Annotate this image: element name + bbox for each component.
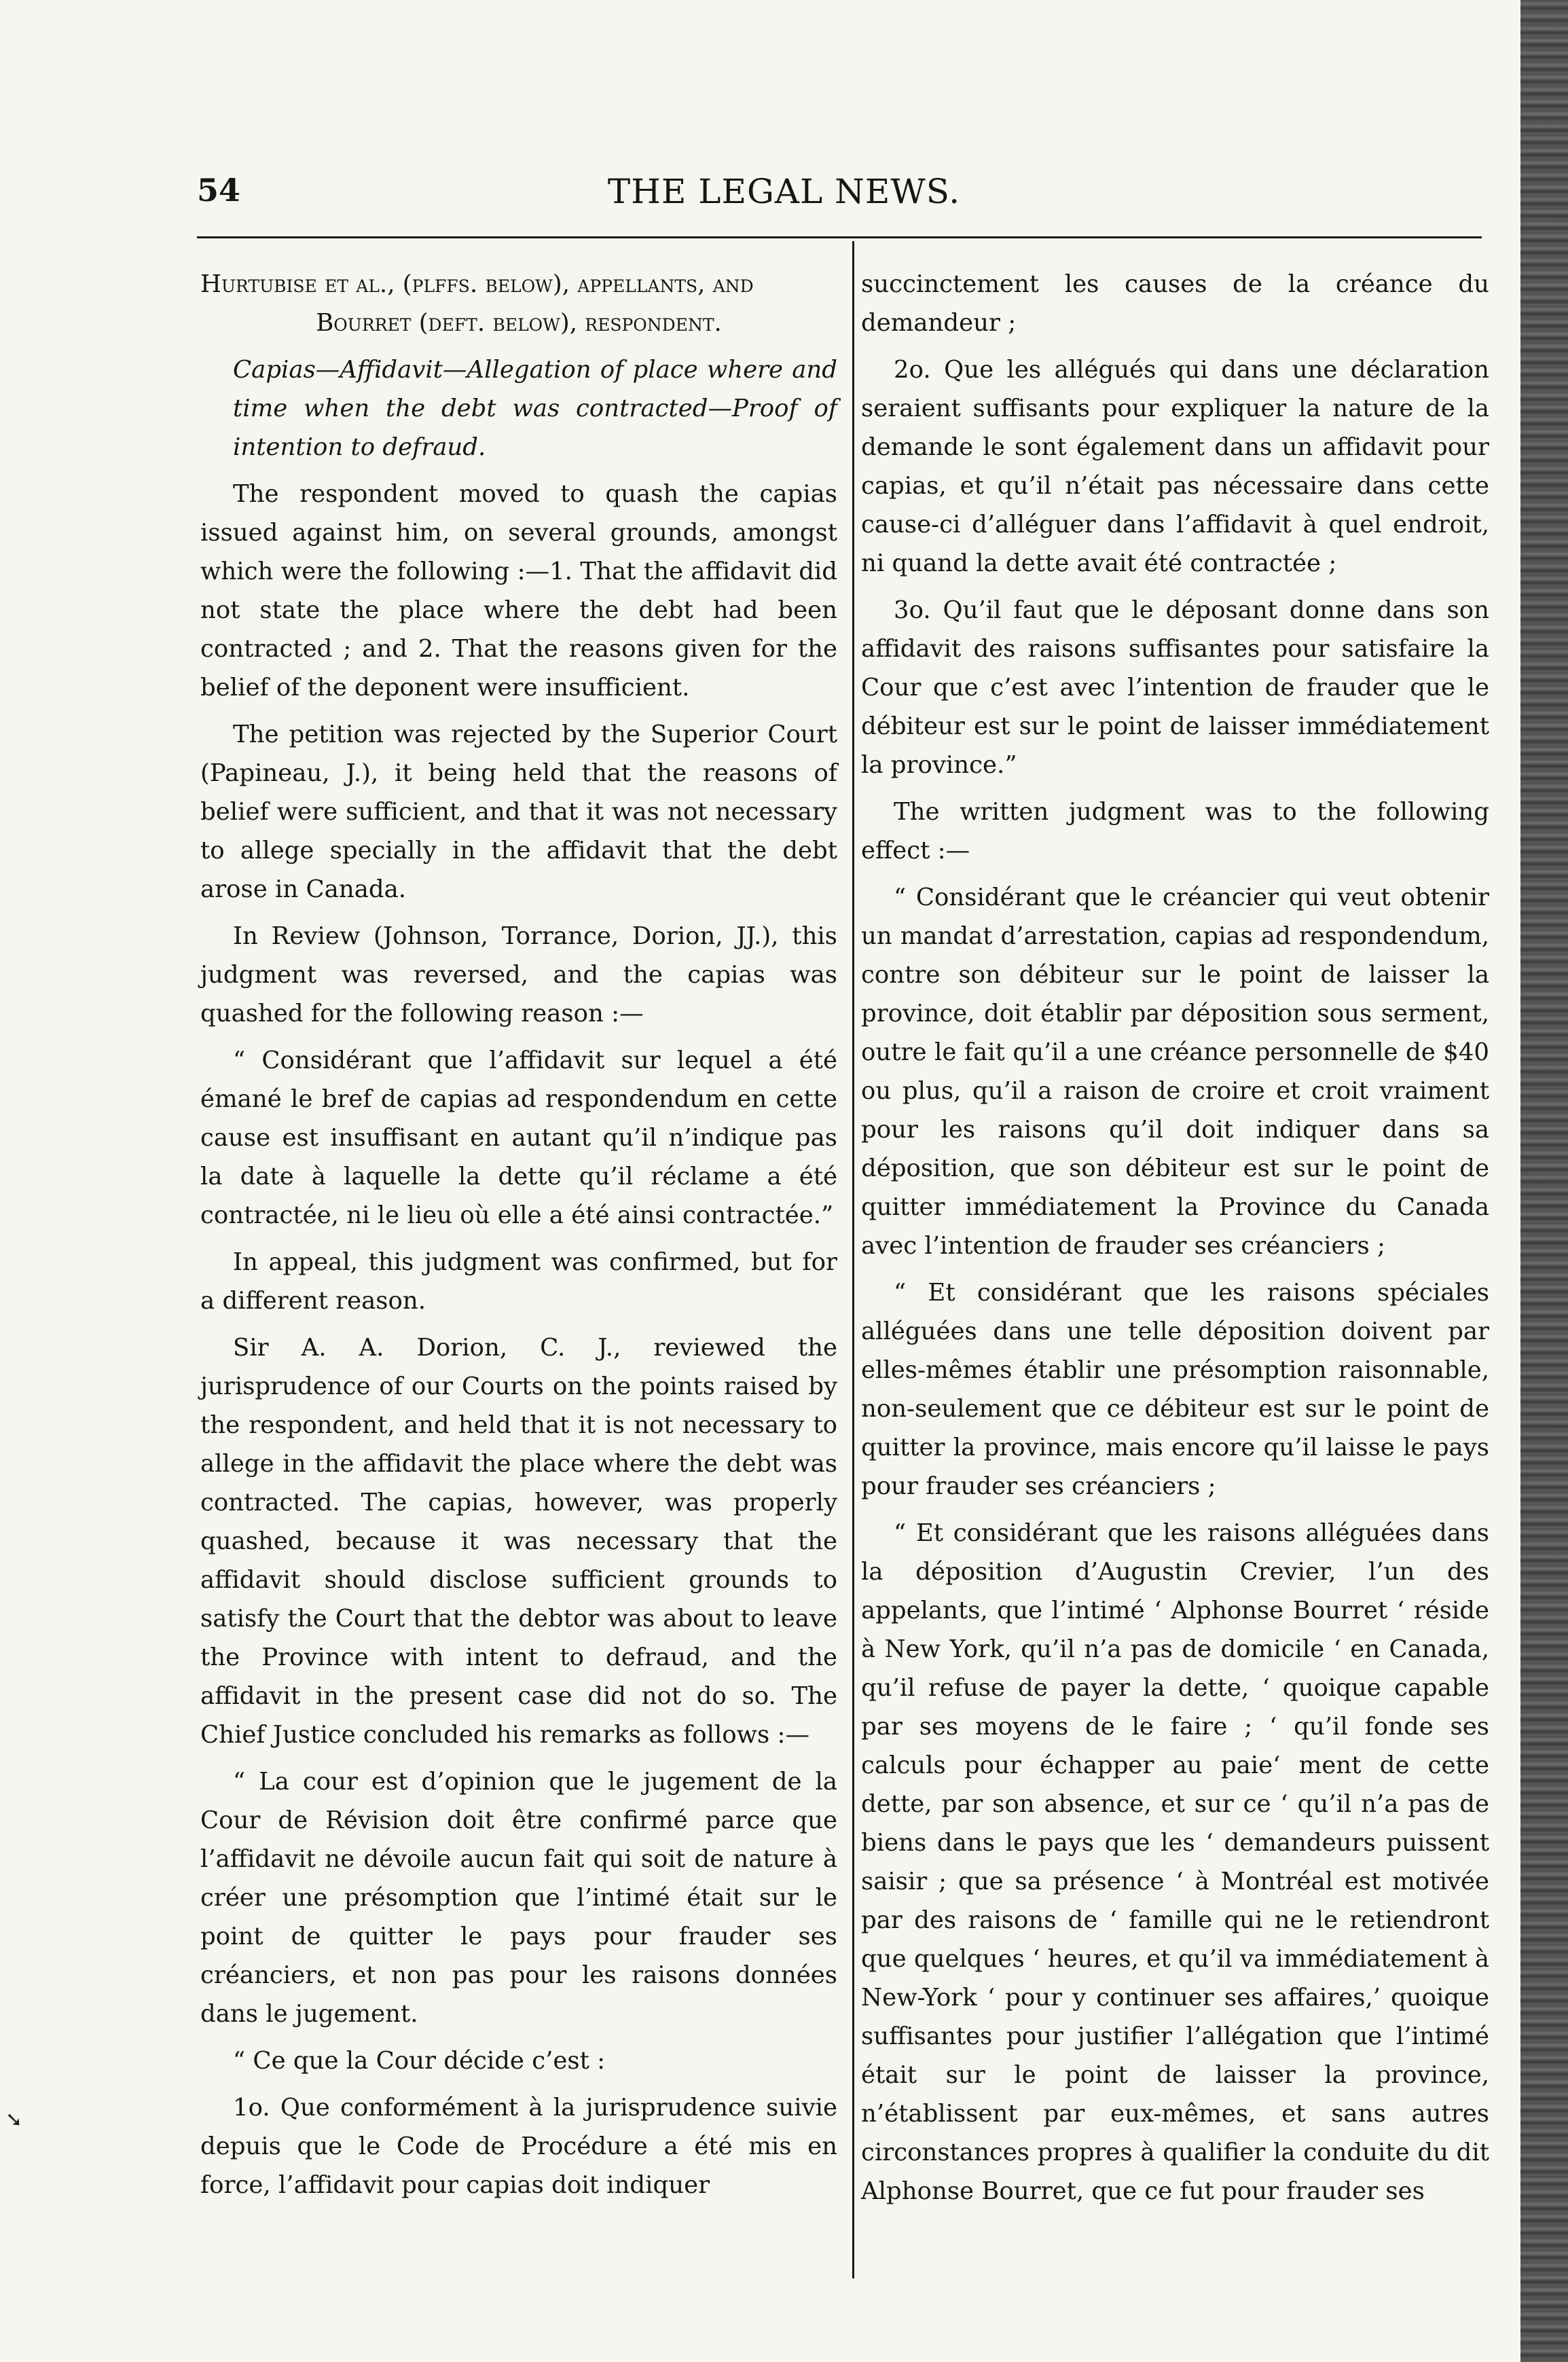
case-title: Hurtubise et al., (plffs. below), appellants, and: [200, 270, 754, 298]
judgment-considerant-1: “ Considérant que le créancier qui veut obtenir un mandat d’arrestation, capias ad respondendum, contre son débiteur sur le point de laisser la province, doit établir par déposition sous serment, outre le fait qu’il a une créance personnelle de $40 ou plus, qu’il a raison de croire et croit vraiment pour les raisons qu’il doit indiquer dans sa déposition, que son débiteur est sur le point de quitter immédiatement la Province du Canada avec l’intention de frauder ses créanciers ;: [861, 884, 1489, 1260]
quote-court-opinion: “ La cour est d’opinion que le jugement de la Cour de Révision doit être confirmé parce que l’affidavit ne dévoile aucun fait qui soit de nature à créer une présomption que l’intimé était sur le point de quitter le pays pour frauder ses créanciers, et non pas pour les raisons données dans le jugement.: [200, 1768, 837, 2028]
left-column: [200, 265, 837, 2213]
quote-item-2: 2o. Que les allégués qui dans une déclaration seraient suffisants pour expliquer la nature de la demande le sont également dans un affidavit pour capias, et qu’il n’était pas nécessaire dans cette cause-ci d’alléguer dans l’affidavit à quel endroit, ni quand la dette avait été contractée ;: [861, 356, 1489, 577]
paragraph-appeal: In appeal, this judgment was confirmed, but for a different reason.: [200, 1248, 837, 1315]
judgment-considerant-2: “ Et considérant que les raisons spéciales alléguées dans une telle déposition doivent par elles-mêmes établir une présomption raisonnable, non-seulement que ce débiteur est sur le point de quitter la province, mais encore qu’il laisse le pays pour frauder ses créanciers ;: [861, 1279, 1489, 1500]
quote-item-3: 3o. Qu’il faut que le déposant donne dans son affidavit des raisons suffisantes pour satisfaire la Cour que c’est avec l’intention de frauder que le débiteur est sur le point de laisser immédiatement la province.”: [861, 596, 1489, 779]
right-column: [861, 265, 1489, 2219]
paragraph-superior-court: The petition was rejected by the Superior Court (Papineau, J.), it being held that the reasons of belief were sufficient, and that it was not necessary to allege specially in the affidavit that the debt arose in Canada.: [200, 721, 837, 903]
quote-review-judgment: “ Considérant que l’affidavit sur lequel a été émané le bref de capias ad respondendum en cette cause est insuffisant en autant qu’il n’indique pas la date à laquelle la dette qu’il réclame a été contractée, ni le lieu où elle a été ainsi contractée.”: [200, 1047, 837, 1229]
scan-mark: ➘: [5, 2108, 23, 2132]
paragraph-written-judgment: The written judgment was to the following effect :—: [861, 798, 1489, 865]
continued-text: succinctement les causes de la créance du demandeur ;: [861, 270, 1489, 337]
paragraph-motion: The respondent moved to quash the capias issued against him, on several grounds, amongst which were the following :—1. That the affidavit did not state the place where the debt had been contracted ; and 2. That the reasons given for the belief of the deponent were insufficient.: [200, 480, 837, 702]
headnote: Capias—Affidavit—Allegation of place where and time when the debt was contracted—Proof of intention to defraud.: [233, 356, 837, 461]
paragraph-chief-justice: Sir A. A. Dorion, C. J., reviewed the jurisprudence of our Courts on the points raised by the respondent, and held that it is not necessary to allege in the affidavit the place where the debt was contracted. The capias, however, was properly quashed, because it was necessary that the affidavit should disclose sufficient grounds to satisfy the Court that the debtor was about to leave the Province with intent to defraud, and the affidavit in the present case did not do so. The Chief Justice concluded his remarks as follows :—: [200, 1334, 837, 1749]
paragraph-review: In Review (Johnson, Torrance, Dorion, JJ.), this judgment was reversed, and the capias was quashed for the following reason :—: [200, 922, 837, 1028]
running-title: THE LEGAL NEWS.: [607, 172, 961, 211]
scan-edge-shadow: [1520, 0, 1568, 2362]
judgment-considerant-3: “ Et considérant que les raisons alléguées dans la déposition d’Augustin Crevier, l’un des appelants, que l’intimé ‘ Alphonse Bourret ‘ réside à New York, qu’il n’a pas de domicile ‘ en Canada, qu’il refuse de payer la dette, ‘ quoique capable par ses moyens de le faire ; ‘ qu’il fonde ses calculs pour échapper au paie‘ ment de cette dette, par son absence, et sur ce ‘ qu’il n’a pas de biens dans le pays que les ‘ demandeurs puissent saisir ; que sa présence ‘ à Montréal est motivée par des raisons de ‘ famille qui ne le retiendront que quelques ‘ heures, et qu’il va immédiatement à New-York ‘ pour y continuer ses affaires,’ quoique suffisantes pour justifier l’allégation que l’intimé était sur le point de laisser la province, n’établissent par eux-mêmes, et sans autres circonstances propres à qualifier la conduite du dit Alphonse Bourret, que ce fut pour frauder ses: [861, 1519, 1489, 2205]
header-rule: [197, 236, 1482, 238]
quote-item-1: 1o. Que conformément à la jurisprudence suivie depuis que le Code de Procédure a été mis en force, l’affidavit pour capias doit indiquer: [200, 2094, 837, 2199]
column-divider: [852, 241, 854, 2278]
case-title-continued: Bourret (deft. below), respondent.: [316, 309, 722, 337]
page-number: 54: [197, 172, 241, 208]
quote-court-decides: “ Ce que la Cour décide c’est :: [233, 2047, 606, 2075]
